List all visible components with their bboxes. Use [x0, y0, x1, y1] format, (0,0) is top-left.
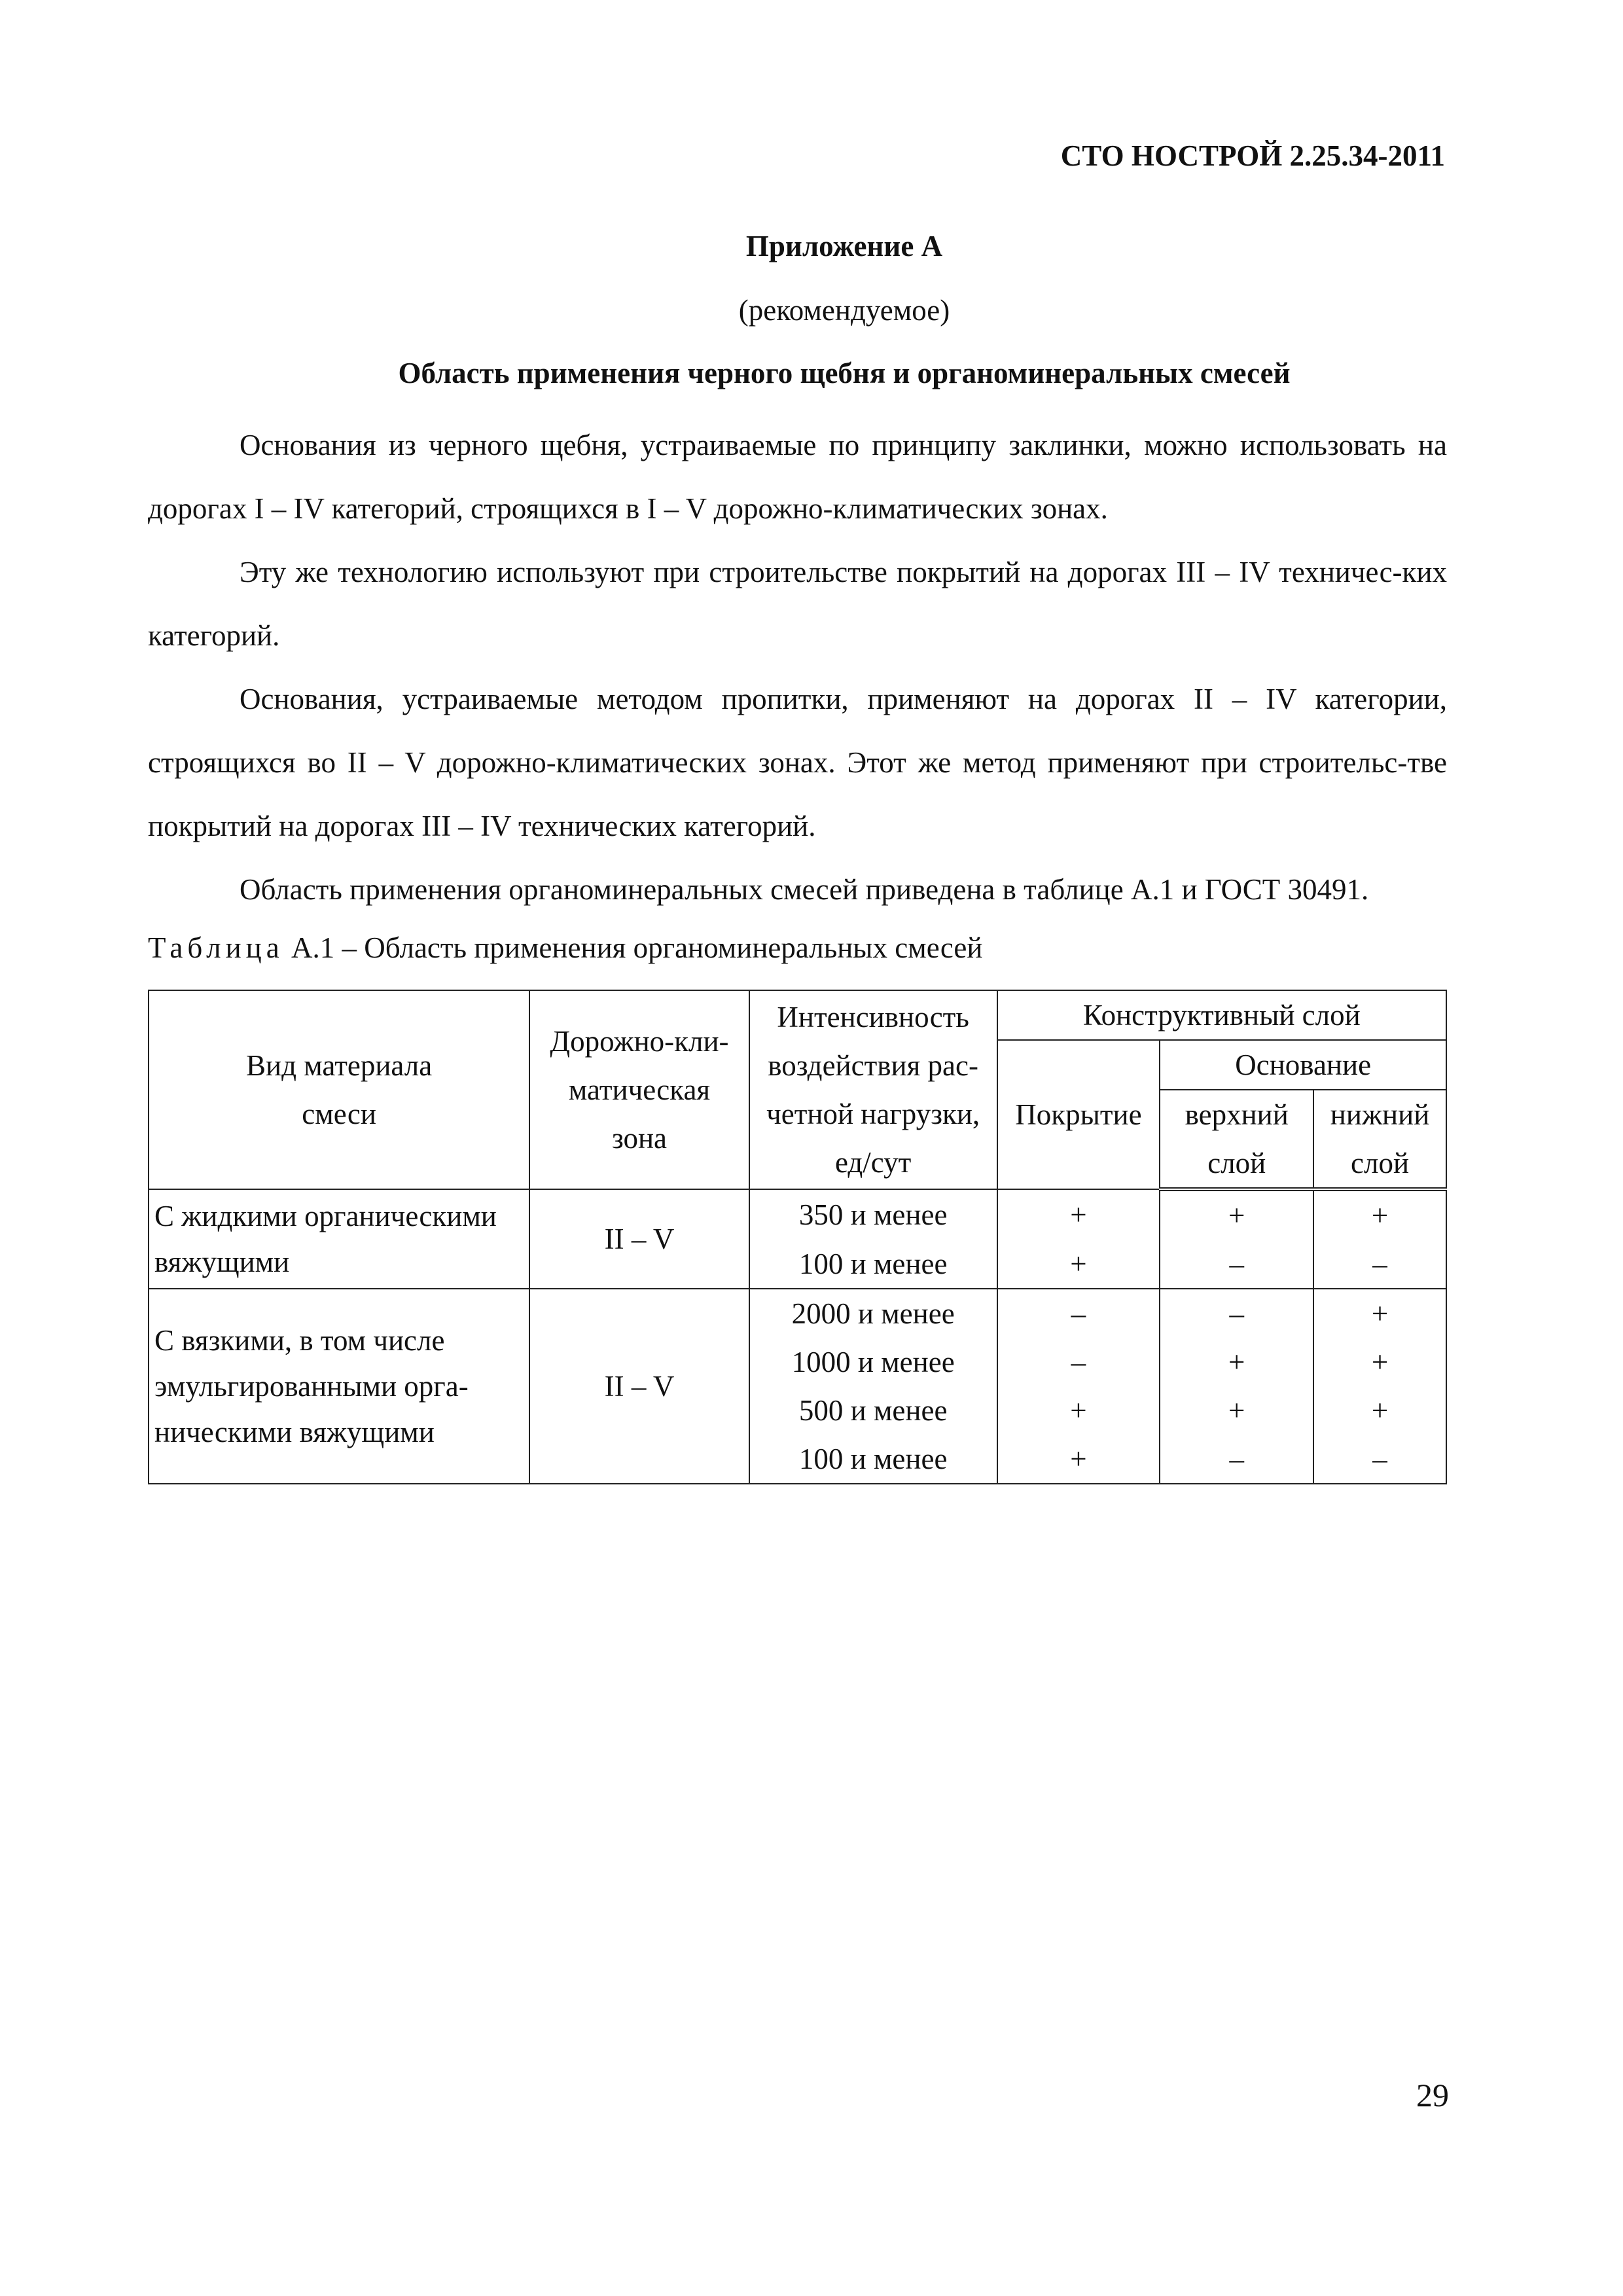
annex-title: Приложение А: [745, 230, 943, 262]
header-zone-line: Дорожно-кли-: [550, 1025, 729, 1058]
table-caption: [148, 931, 982, 965]
material-line: вяжущими: [154, 1246, 290, 1278]
material-cell: [149, 1189, 529, 1289]
page-number: 29: [1416, 2077, 1449, 2113]
upper-cell: –: [1160, 1435, 1313, 1484]
material-line: С вязкими, в том числе: [154, 1324, 445, 1357]
lower-cell: +: [1313, 1386, 1446, 1435]
header-intensity-line: Интенсивность: [777, 1001, 969, 1033]
pavement-cell: +: [997, 1240, 1160, 1289]
table-caption-text: А.1 – Область применения органоминеральных смесей: [283, 931, 983, 964]
intensity-cell: 350 и менее: [749, 1189, 997, 1240]
annex-status: (рекомендуемое): [738, 294, 950, 327]
lower-cell: –: [1313, 1240, 1446, 1289]
intensity-cell: 2000 и менее: [749, 1289, 997, 1338]
paragraph: Основания из черного щебня, устраиваемые по принципу заклинки, можно использовать на дорогах I – IV категорий, строящихся в I – V дорожно-климатических зонах.: [148, 429, 1447, 525]
paragraph: Эту же технологию используют при строительстве покрытий на дорогах III – IV техничес-ких категорий.: [148, 556, 1447, 652]
upper-cell: –: [1160, 1240, 1313, 1289]
header-upper-line: верхний: [1185, 1098, 1289, 1131]
header-zone-line: матическая: [568, 1073, 711, 1106]
lower-cell: +: [1313, 1189, 1446, 1240]
header-intensity-line: четной нагрузки,: [766, 1098, 980, 1130]
header-upper-line: слой: [1207, 1147, 1266, 1179]
intensity-cell: 500 и менее: [749, 1386, 997, 1435]
header-material: [149, 990, 529, 1189]
application-table: [148, 990, 1447, 1484]
header-lower-layer: [1313, 1090, 1446, 1189]
annex-heading: Область применения черного щебня и органоминеральных смесей: [398, 357, 1291, 389]
pavement-cell: +: [997, 1386, 1160, 1435]
header-base: Основание: [1160, 1040, 1446, 1090]
header-pavement: Покрытие: [997, 1040, 1160, 1189]
intensity-cell: 1000 и менее: [749, 1338, 997, 1386]
header-intensity-line: воздействия рас-: [768, 1049, 978, 1082]
upper-cell: +: [1160, 1189, 1313, 1240]
table-row: [149, 1289, 1446, 1338]
intensity-cell: 100 и менее: [749, 1435, 997, 1484]
upper-cell: +: [1160, 1386, 1313, 1435]
zone-cell: II – V: [529, 1189, 749, 1289]
material-line: ническими вяжущими: [154, 1416, 435, 1448]
lower-cell: –: [1313, 1435, 1446, 1484]
upper-cell: –: [1160, 1289, 1313, 1338]
material-line: С жидкими органическими: [154, 1200, 497, 1232]
header-material-line: Вид материала: [245, 1049, 433, 1082]
standard-code: СТО НОСТРОЙ 2.25.34-2011: [1060, 139, 1445, 172]
body-text: [148, 414, 1447, 922]
table-caption-prefix: Таблица: [148, 931, 284, 964]
header-lower-line: нижний: [1330, 1098, 1430, 1131]
material-line: эмульгированными орга-: [154, 1370, 469, 1403]
header-zone: [529, 990, 749, 1189]
header-lower-line: слой: [1351, 1147, 1410, 1179]
header-structural-layer: Конструктивный слой: [997, 990, 1447, 1040]
pavement-cell: –: [997, 1338, 1160, 1386]
pavement-cell: –: [997, 1289, 1160, 1338]
pavement-cell: +: [997, 1189, 1160, 1240]
upper-cell: +: [1160, 1338, 1313, 1386]
header-upper-layer: [1160, 1090, 1313, 1189]
lower-cell: +: [1313, 1338, 1446, 1386]
paragraph: Область применения органоминеральных смесей приведена в таблице А.1 и ГОСТ 30491.: [240, 873, 1369, 906]
header-intensity: [749, 990, 997, 1189]
intensity-cell: 100 и менее: [749, 1240, 997, 1289]
paragraph: Основания, устраиваемые методом пропитки, применяют на дорогах II – IV категории, строящихся во II – V дорожно-климатических зонах. Этот же метод применяют при строительс-тве покрытий на дорогах III – IV технических категорий.: [148, 683, 1447, 842]
header-zone-line: зона: [611, 1122, 668, 1155]
zone-cell: II – V: [529, 1289, 749, 1484]
pavement-cell: +: [997, 1435, 1160, 1484]
lower-cell: +: [1313, 1289, 1446, 1338]
material-cell: [149, 1289, 529, 1484]
table-row: [149, 1189, 1446, 1240]
header-intensity-line: ед/сут: [834, 1146, 912, 1179]
header-material-line: смеси: [302, 1098, 376, 1130]
